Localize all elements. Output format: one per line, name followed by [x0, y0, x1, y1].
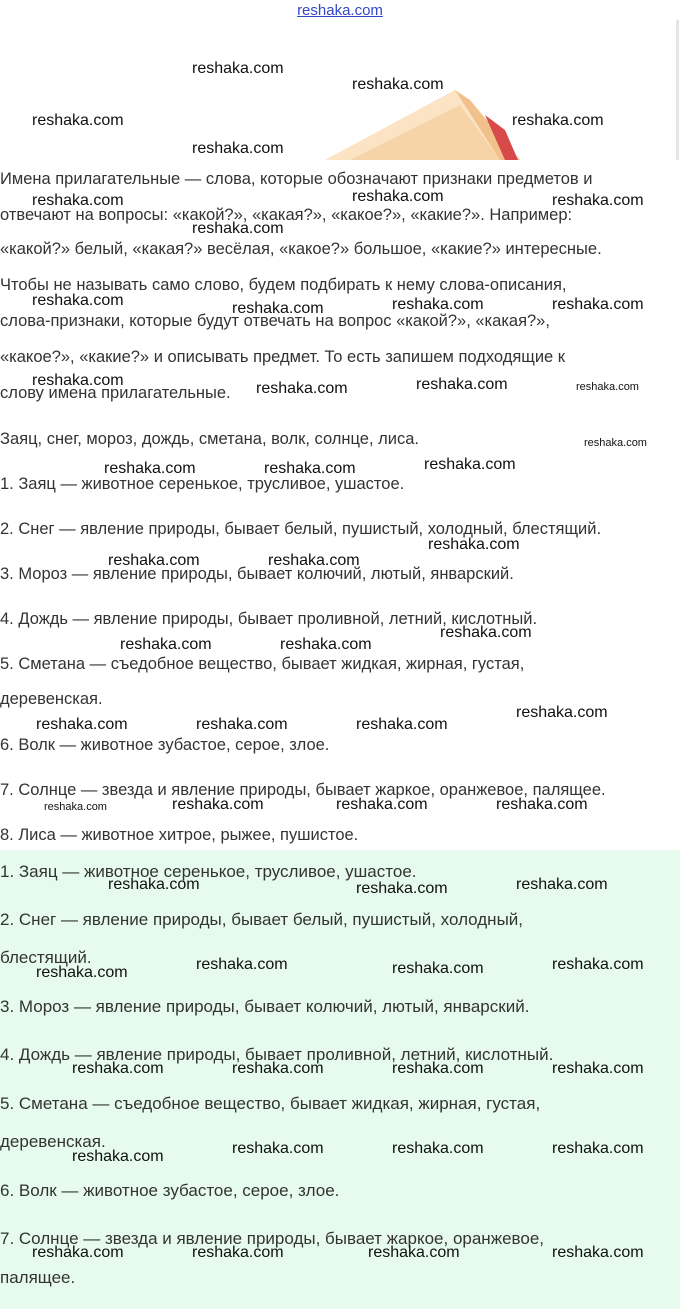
watermark: reshaka.com [32, 372, 124, 389]
watermark: reshaka.com [192, 60, 284, 77]
watermark: reshaka.com [192, 140, 284, 157]
watermark: reshaka.com [552, 1244, 644, 1261]
watermark: reshaka.com [336, 796, 428, 813]
watermark: reshaka.com [172, 796, 264, 813]
answer-item: 2. Снег — явление природы, бывает белый, пушистый, холодный, [0, 910, 524, 929]
watermark: reshaka.com [256, 380, 348, 397]
watermark: reshaka.com [32, 292, 124, 309]
watermark: reshaka.com [280, 636, 372, 653]
watermark: reshaka.com [32, 112, 124, 129]
watermark: reshaka.com [428, 536, 520, 553]
watermark: reshaka.com [552, 1140, 644, 1157]
watermark: reshaka.com [576, 381, 639, 393]
watermark: reshaka.com [36, 964, 128, 981]
watermark: reshaka.com [356, 716, 448, 733]
banner-image [0, 30, 680, 160]
watermark: reshaka.com [120, 636, 212, 653]
watermark: reshaka.com [392, 1140, 484, 1157]
watermark: reshaka.com [196, 716, 288, 733]
watermark: reshaka.com [392, 960, 484, 977]
watermark: reshaka.com [356, 880, 448, 897]
watermark: reshaka.com [192, 220, 284, 237]
watermark: reshaka.com [440, 624, 532, 641]
intro-line: Чтобы не называть само слово, будем подбирать к нему слова-описания, [0, 276, 567, 294]
answer-item: 1. Заяц — животное серенькое, трусливое, ушастое. [0, 862, 417, 881]
watermark: reshaka.com [196, 956, 288, 973]
answer-item: 3. Мороз — явление природы, бывает колючий, лютый, январский. [0, 997, 530, 1016]
answer-item: 6. Волк — животное зубастое, серое, злое. [0, 1181, 340, 1200]
answer-item: 7. Солнце — звезда и явление природы, бывает жаркое, оранжевое, [0, 1229, 544, 1248]
watermark: reshaka.com [268, 552, 360, 569]
list-item: 6. Волк — животное зубастое, серое, злое. [0, 736, 330, 754]
book-illustration-icon [325, 90, 520, 160]
answer-item: палящее. [0, 1268, 76, 1287]
intro-line: отвечают на вопросы: «какой?», «какая?», «какое?», «какие?». Например: [0, 206, 573, 224]
watermark: reshaka.com [552, 1060, 644, 1077]
intro-line: слова-признаки, которые будут отвечать на вопрос «какой?», «какая?», [0, 312, 550, 330]
watermark: reshaka.com [584, 437, 647, 449]
list-item: 1. Заяц — животное серенькое, трусливое, ушастое. [0, 475, 405, 493]
watermark: reshaka.com [72, 1148, 164, 1165]
watermark: reshaka.com [44, 801, 107, 813]
watermark: reshaka.com [264, 460, 356, 477]
watermark: reshaka.com [512, 112, 604, 129]
list-item: 5. Сметана — съедобное вещество, бывает жидкая, жирная, густая, [0, 655, 525, 673]
watermark: reshaka.com [516, 876, 608, 893]
list-item: 7. Солнце — звезда и явление природы, бывает жаркое, оранжевое, палящее. [0, 781, 606, 799]
watermark: reshaka.com [352, 188, 444, 205]
watermark: reshaka.com [392, 296, 484, 313]
watermark: reshaka.com [32, 1244, 124, 1261]
intro-line: слову имена прилагательные. [0, 384, 231, 402]
watermark: reshaka.com [232, 300, 324, 317]
scrollbar[interactable] [676, 20, 679, 160]
intro-line: «какой?» белый, «какая?» весёлая, «какое?» большое, «какие?» интересные. [0, 240, 602, 258]
answer-item: блестящий. [0, 948, 92, 967]
watermark: reshaka.com [232, 1140, 324, 1157]
answer-item: деревенская. [0, 1132, 106, 1151]
answer-item: 5. Сметана — съедобное вещество, бывает жидкая, жирная, густая, [0, 1094, 541, 1113]
watermark: reshaka.com [424, 456, 516, 473]
watermark: reshaka.com [516, 704, 608, 721]
site-link[interactable]: reshaka.com [297, 2, 383, 19]
watermark: reshaka.com [392, 1060, 484, 1077]
task-words: Заяц, снег, мороз, дождь, сметана, волк, солнце, лиса. [0, 430, 419, 448]
watermark: reshaka.com [352, 76, 444, 93]
watermark: reshaka.com [496, 796, 588, 813]
watermark: reshaka.com [552, 956, 644, 973]
list-item: деревенская. [0, 690, 103, 708]
intro-line: Имена прилагательные — слова, которые обозначают признаки предметов и [0, 170, 593, 188]
watermark: reshaka.com [192, 1244, 284, 1261]
watermark: reshaka.com [32, 192, 124, 209]
watermark: reshaka.com [232, 1060, 324, 1077]
list-item: 8. Лиса — животное хитрое, рыжее, пушистое. [0, 826, 359, 844]
watermark: reshaka.com [104, 460, 196, 477]
watermark: reshaka.com [368, 1244, 460, 1261]
watermark: reshaka.com [552, 192, 644, 209]
intro-line: «какое?», «какие?» и описывать предмет. То есть запишем подходящие к [0, 348, 566, 366]
watermark: reshaka.com [416, 376, 508, 393]
answer-item: 4. Дождь — явление природы, бывает проливной, летний, кислотный. [0, 1045, 554, 1064]
watermark: reshaka.com [108, 876, 200, 893]
list-item: 4. Дождь — явление природы, бывает проливной, летний, кислотный. [0, 610, 538, 628]
list-item: 2. Снег — явление природы, бывает белый, пушистый, холодный, блестящий. [0, 520, 602, 538]
watermark: reshaka.com [552, 296, 644, 313]
watermark: reshaka.com [36, 716, 128, 733]
watermark: reshaka.com [108, 552, 200, 569]
watermark: reshaka.com [72, 1060, 164, 1077]
list-item: 3. Мороз — явление природы, бывает колючий, лютый, январский. [0, 565, 514, 583]
